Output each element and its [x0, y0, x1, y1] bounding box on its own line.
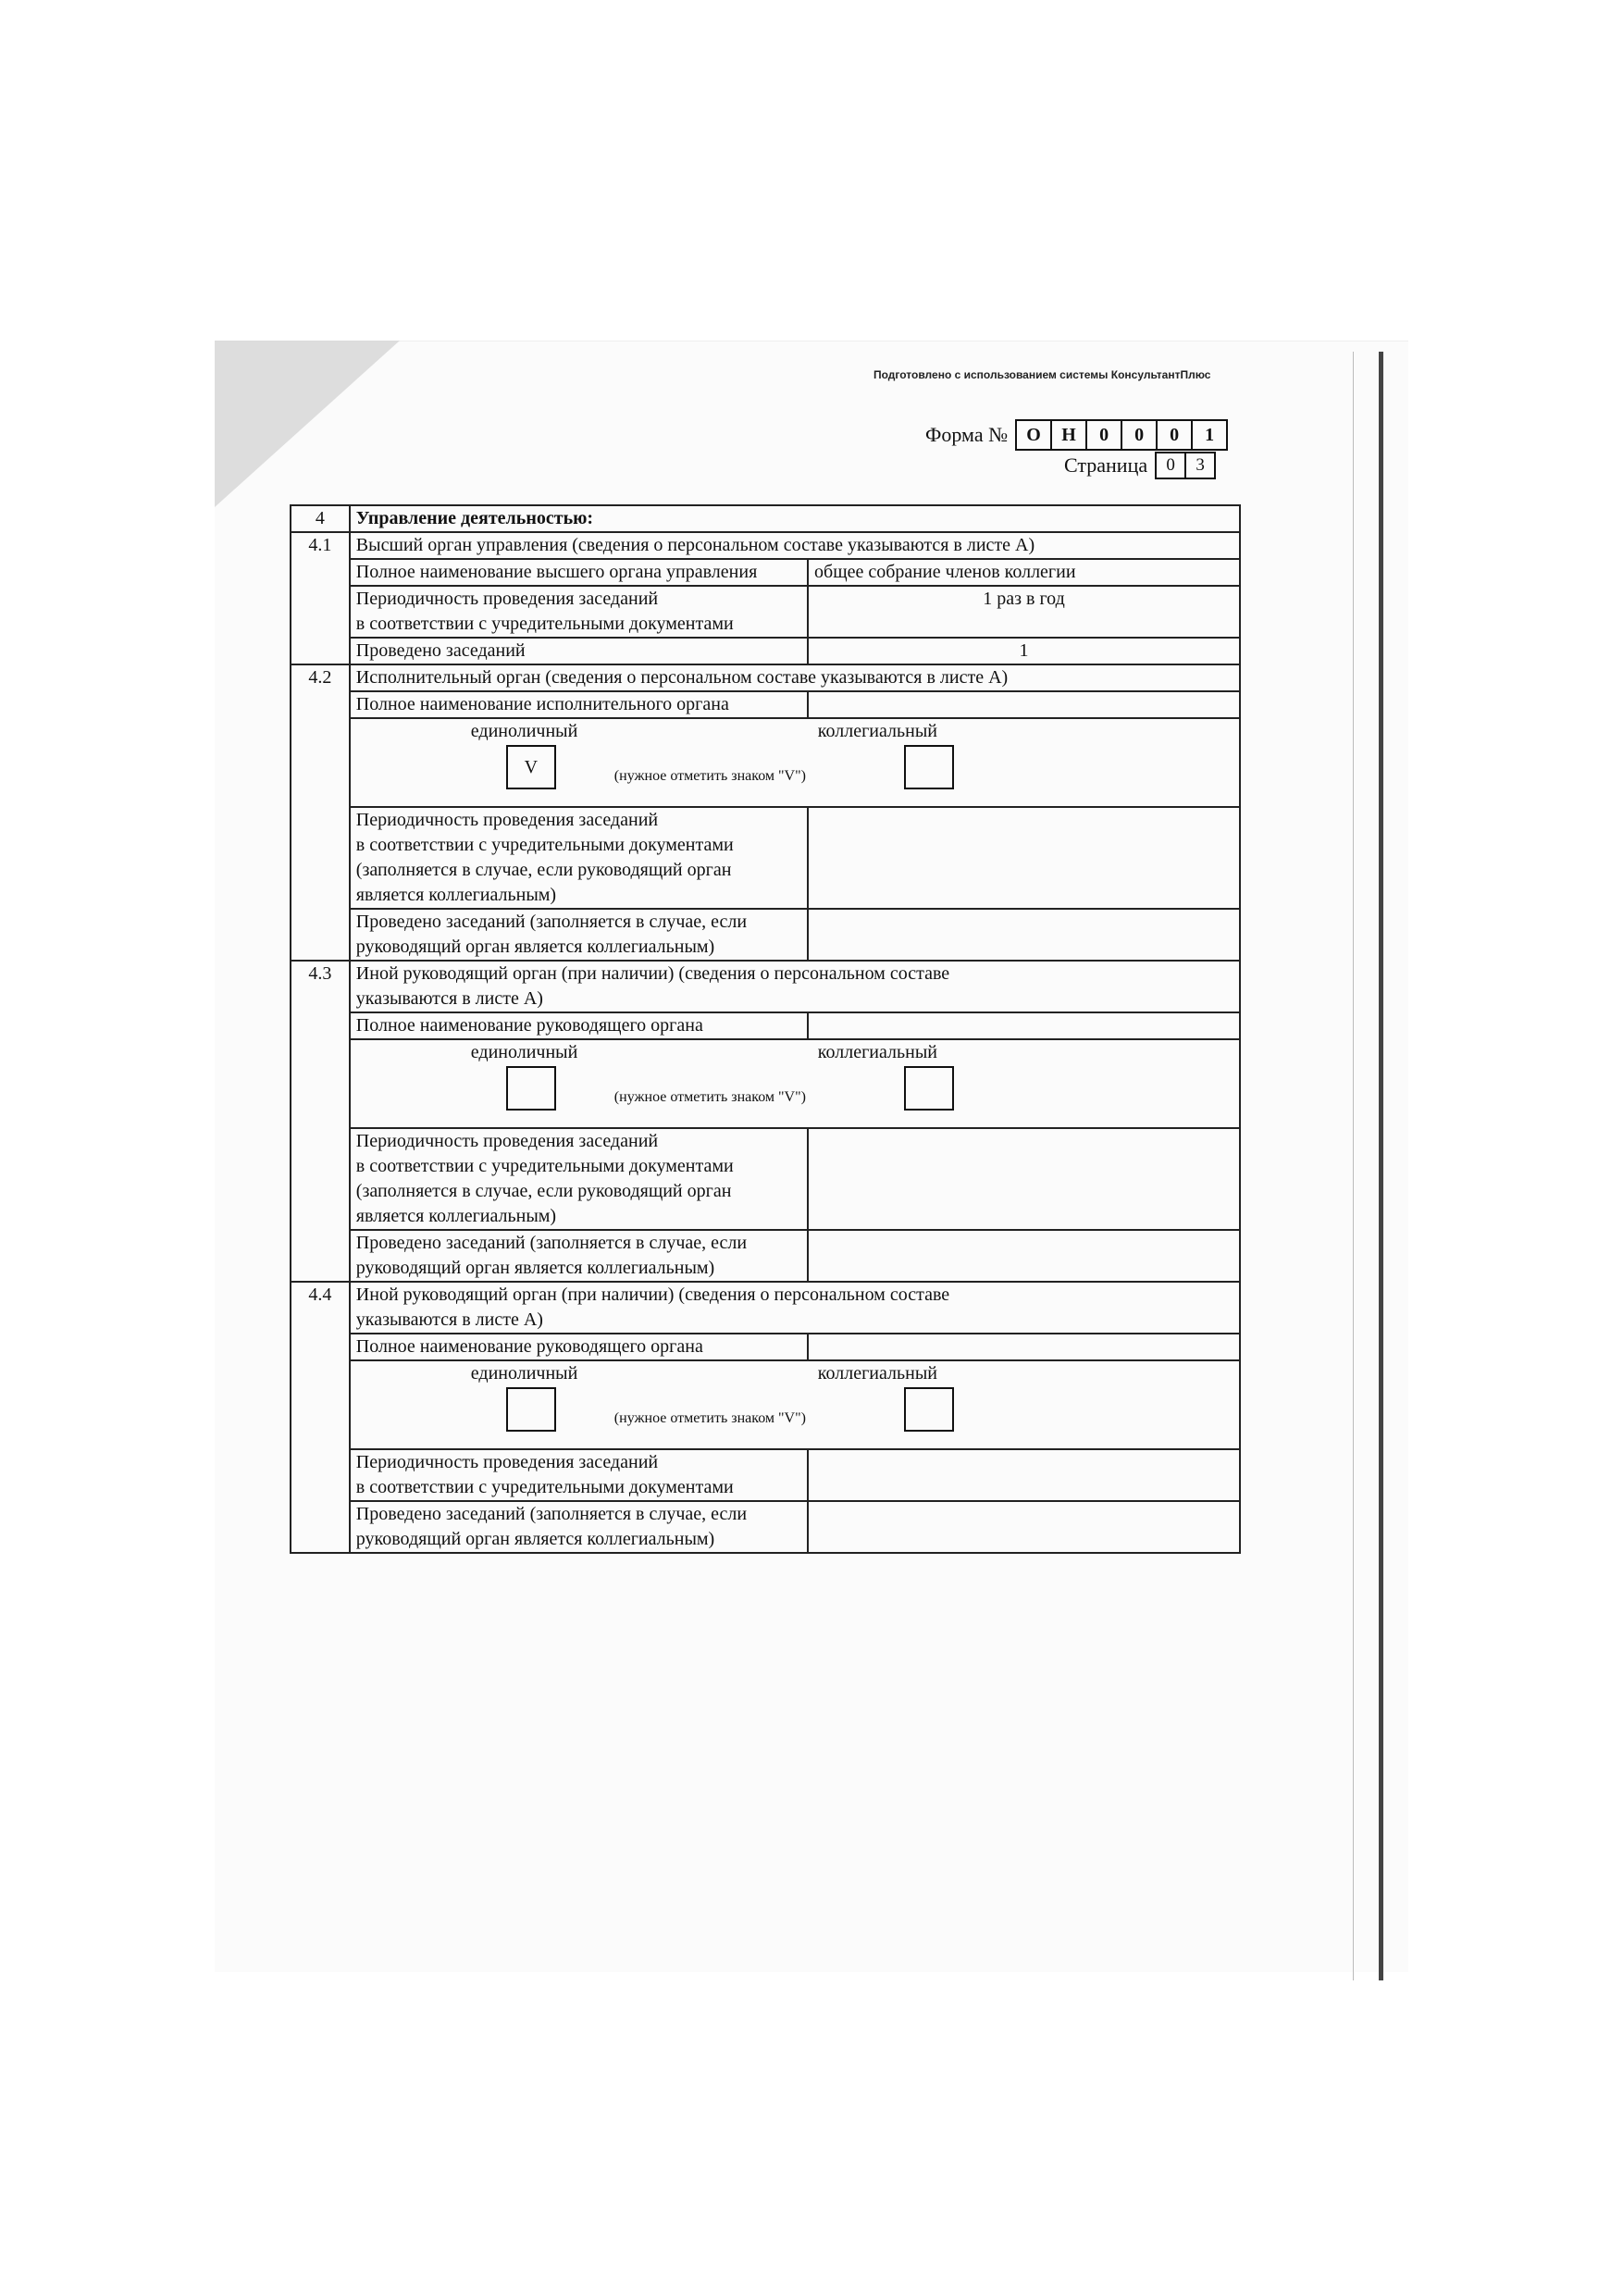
collegial-checkbox[interactable] — [904, 1066, 954, 1111]
governing-body-name-field[interactable] — [808, 1012, 1240, 1039]
meetings-held-label — [350, 909, 808, 961]
prepared-note: Подготовлено с использованием системы КонсультантПлюс — [873, 368, 1211, 381]
label-line: Периодичность проведения заседаний — [355, 589, 659, 609]
mark-note: (нужное отметить знаком "V") — [613, 1410, 806, 1426]
governing-body-name-label: Полное наименование руководящего органа — [350, 1334, 808, 1360]
form-code-cell: 1 — [1191, 421, 1226, 449]
subsection-title-4-3 — [350, 961, 1240, 1012]
label-line: (заполняется в случае, если руководящий орган — [355, 860, 732, 880]
subsection-title-4-2: Исполнительный орган (сведения о персональном составе указываются в листе А) — [350, 664, 1240, 691]
sole-checkbox[interactable] — [506, 1387, 556, 1432]
collegial-label: коллегиальный — [817, 721, 937, 741]
supreme-body-name-label: Полное наименование высшего органа управления — [350, 559, 808, 586]
page-code-boxes — [1155, 452, 1216, 479]
governing-body-name-label: Полное наименование руководящего органа — [350, 1012, 808, 1039]
label-line: является коллегиальным) — [355, 885, 557, 905]
label-line: Проведено заседаний (заполняется в случае, если — [355, 1504, 748, 1524]
label-line: руководящий орган является коллегиальным) — [355, 937, 715, 957]
collegial-label: коллегиальный — [817, 1363, 937, 1384]
governance-table — [290, 504, 1241, 1554]
meeting-frequency-field[interactable]: 1 раз в год — [808, 586, 1240, 638]
label-line: в соответствии с учредительными документами — [355, 835, 734, 855]
form-number — [925, 419, 1228, 451]
governing-body-name-field[interactable] — [808, 1334, 1240, 1360]
label-line: в соответствии с учредительными документами — [355, 614, 734, 634]
label-line: в соответствии с учредительными документами — [355, 1156, 734, 1176]
meetings-held-field[interactable]: 1 — [808, 638, 1240, 664]
form-code-boxes — [1015, 419, 1228, 451]
page-code-cell: 3 — [1184, 453, 1214, 478]
meetings-held-field[interactable] — [808, 1501, 1240, 1553]
collegial-label: коллегиальный — [817, 1042, 937, 1062]
body-type-choice — [350, 1039, 1240, 1128]
meeting-frequency-label — [350, 807, 808, 909]
meeting-frequency-label — [350, 1449, 808, 1501]
body-type-choice — [350, 1360, 1240, 1449]
page-label: Страница — [1064, 453, 1148, 477]
folded-corner — [215, 341, 400, 507]
title-line: Иной руководящий орган (при наличии) (сведения о персональном составе — [355, 963, 950, 984]
label-line: Периодичность проведения заседаний — [355, 1131, 659, 1151]
executive-body-name-field[interactable] — [808, 691, 1240, 718]
sole-label: единоличный — [470, 1042, 578, 1062]
sole-label: единоличный — [470, 721, 578, 741]
meeting-frequency-label — [350, 1128, 808, 1230]
page-number — [1064, 452, 1216, 479]
subsection-number-4-3: 4.3 — [291, 961, 350, 1282]
supreme-body-name-field[interactable]: общее собрание членов коллегии — [808, 559, 1240, 586]
executive-body-name-label: Полное наименование исполнительного органа — [350, 691, 808, 718]
label-line: (заполняется в случае, если руководящий орган — [355, 1181, 732, 1201]
meeting-frequency-field[interactable] — [808, 807, 1240, 909]
form-code-cell: О — [1026, 424, 1041, 445]
sole-checkbox[interactable] — [506, 1066, 556, 1111]
sole-label: единоличный — [470, 1363, 578, 1384]
subsection-number-4-4: 4.4 — [291, 1282, 350, 1553]
section-number: 4 — [291, 505, 350, 532]
form-code-cell: 0 — [1156, 421, 1191, 449]
meetings-held-field[interactable] — [808, 1230, 1240, 1282]
meeting-frequency-label — [350, 586, 808, 638]
collegial-checkbox[interactable] — [904, 745, 954, 789]
subsection-title-4-1: Высший орган управления (сведения о персональном составе указываются в листе А) — [350, 532, 1240, 559]
subsection-title-4-4 — [350, 1282, 1240, 1334]
form-code-cell: Н — [1050, 421, 1085, 449]
label-line: Периодичность проведения заседаний — [355, 810, 659, 830]
label-line: руководящий орган является коллегиальным) — [355, 1529, 715, 1549]
scan-edge-line — [1353, 352, 1354, 1980]
label-line: является коллегиальным) — [355, 1206, 557, 1226]
form-code-cell: 0 — [1121, 421, 1156, 449]
mark-note: (нужное отметить знаком "V") — [613, 768, 806, 784]
body-type-choice — [350, 718, 1240, 807]
meetings-held-label: Проведено заседаний — [350, 638, 808, 664]
mark-note: (нужное отметить знаком "V") — [613, 1089, 806, 1105]
scan-edge — [1379, 352, 1383, 1980]
title-line: указываются в листе А) — [355, 988, 543, 1009]
label-line: Проведено заседаний (заполняется в случае, если — [355, 912, 748, 932]
form-code-cell: 0 — [1085, 421, 1121, 449]
meetings-held-label — [350, 1230, 808, 1282]
subsection-number-4-1: 4.1 — [291, 532, 350, 664]
page-code-cell: 0 — [1166, 455, 1175, 475]
subsection-number-4-2: 4.2 — [291, 664, 350, 961]
section-title: Управление деятельностью: — [350, 505, 1240, 532]
label-line: в соответствии с учредительными документами — [355, 1477, 734, 1497]
meetings-held-label — [350, 1501, 808, 1553]
sole-checkbox[interactable]: V — [506, 745, 556, 789]
meetings-held-field[interactable] — [808, 909, 1240, 961]
collegial-checkbox[interactable] — [904, 1387, 954, 1432]
title-line: Иной руководящий орган (при наличии) (сведения о персональном составе — [355, 1285, 950, 1305]
label-line: Периодичность проведения заседаний — [355, 1452, 659, 1472]
label-line: Проведено заседаний (заполняется в случае, если — [355, 1233, 748, 1253]
meeting-frequency-field[interactable] — [808, 1128, 1240, 1230]
label-line: руководящий орган является коллегиальным) — [355, 1258, 715, 1278]
meeting-frequency-field[interactable] — [808, 1449, 1240, 1501]
title-line: указываются в листе А) — [355, 1309, 543, 1330]
form-label: Форма № — [925, 423, 1009, 446]
